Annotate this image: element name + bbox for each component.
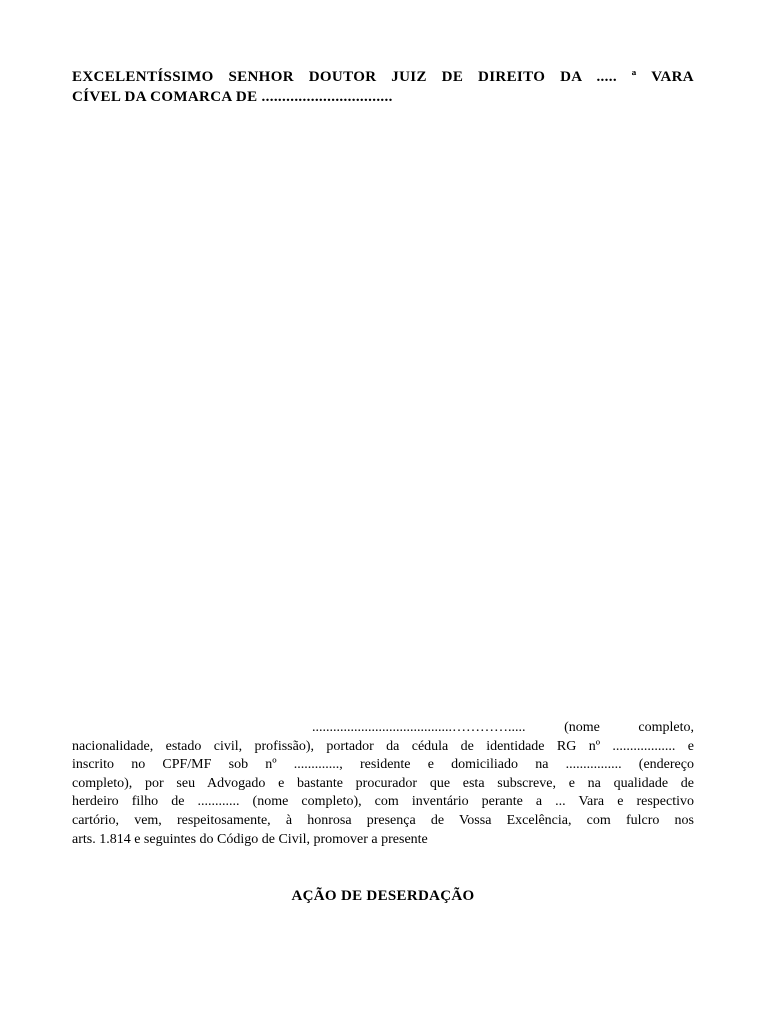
petition-line: inscrito no CPF/MF sob nº ............., residente e domiciliado na ................ (endereço [72, 757, 694, 773]
action-title: AÇÃO DE DESERDAÇÃO [291, 888, 475, 904]
petition-line: herdeiro filho de ............ (nome completo), com inventário perante a ... Vara e respectivo [72, 794, 694, 810]
petition-last-line: arts. 1.814 e seguintes do Código de Civil, promover a presente [72, 831, 428, 847]
heading-line-1: EXCELENTÍSSIMO SENHOR DOUTOR JUIZ DE DIREITO DA ..... ª VARA [72, 69, 694, 85]
petition-paragraph [72, 719, 694, 849]
petition-line: completo), por seu Advogado e bastante procurador que esta subscreve, e na qualidade de [72, 775, 694, 791]
petition-line: cartório, vem, respeitosamente, à honrosa presença de Vossa Excelência, com fulcro nos [72, 812, 694, 828]
petition-line: nacionalidade, estado civil, profissão), portador da cédula de identidade RG nº .................. e [72, 738, 694, 754]
heading-line-2: CÍVEL DA COMARCA DE ................................ [72, 89, 393, 105]
petition-line: ........................................…………..... (nome completo, [312, 720, 694, 735]
document-heading [72, 67, 694, 107]
